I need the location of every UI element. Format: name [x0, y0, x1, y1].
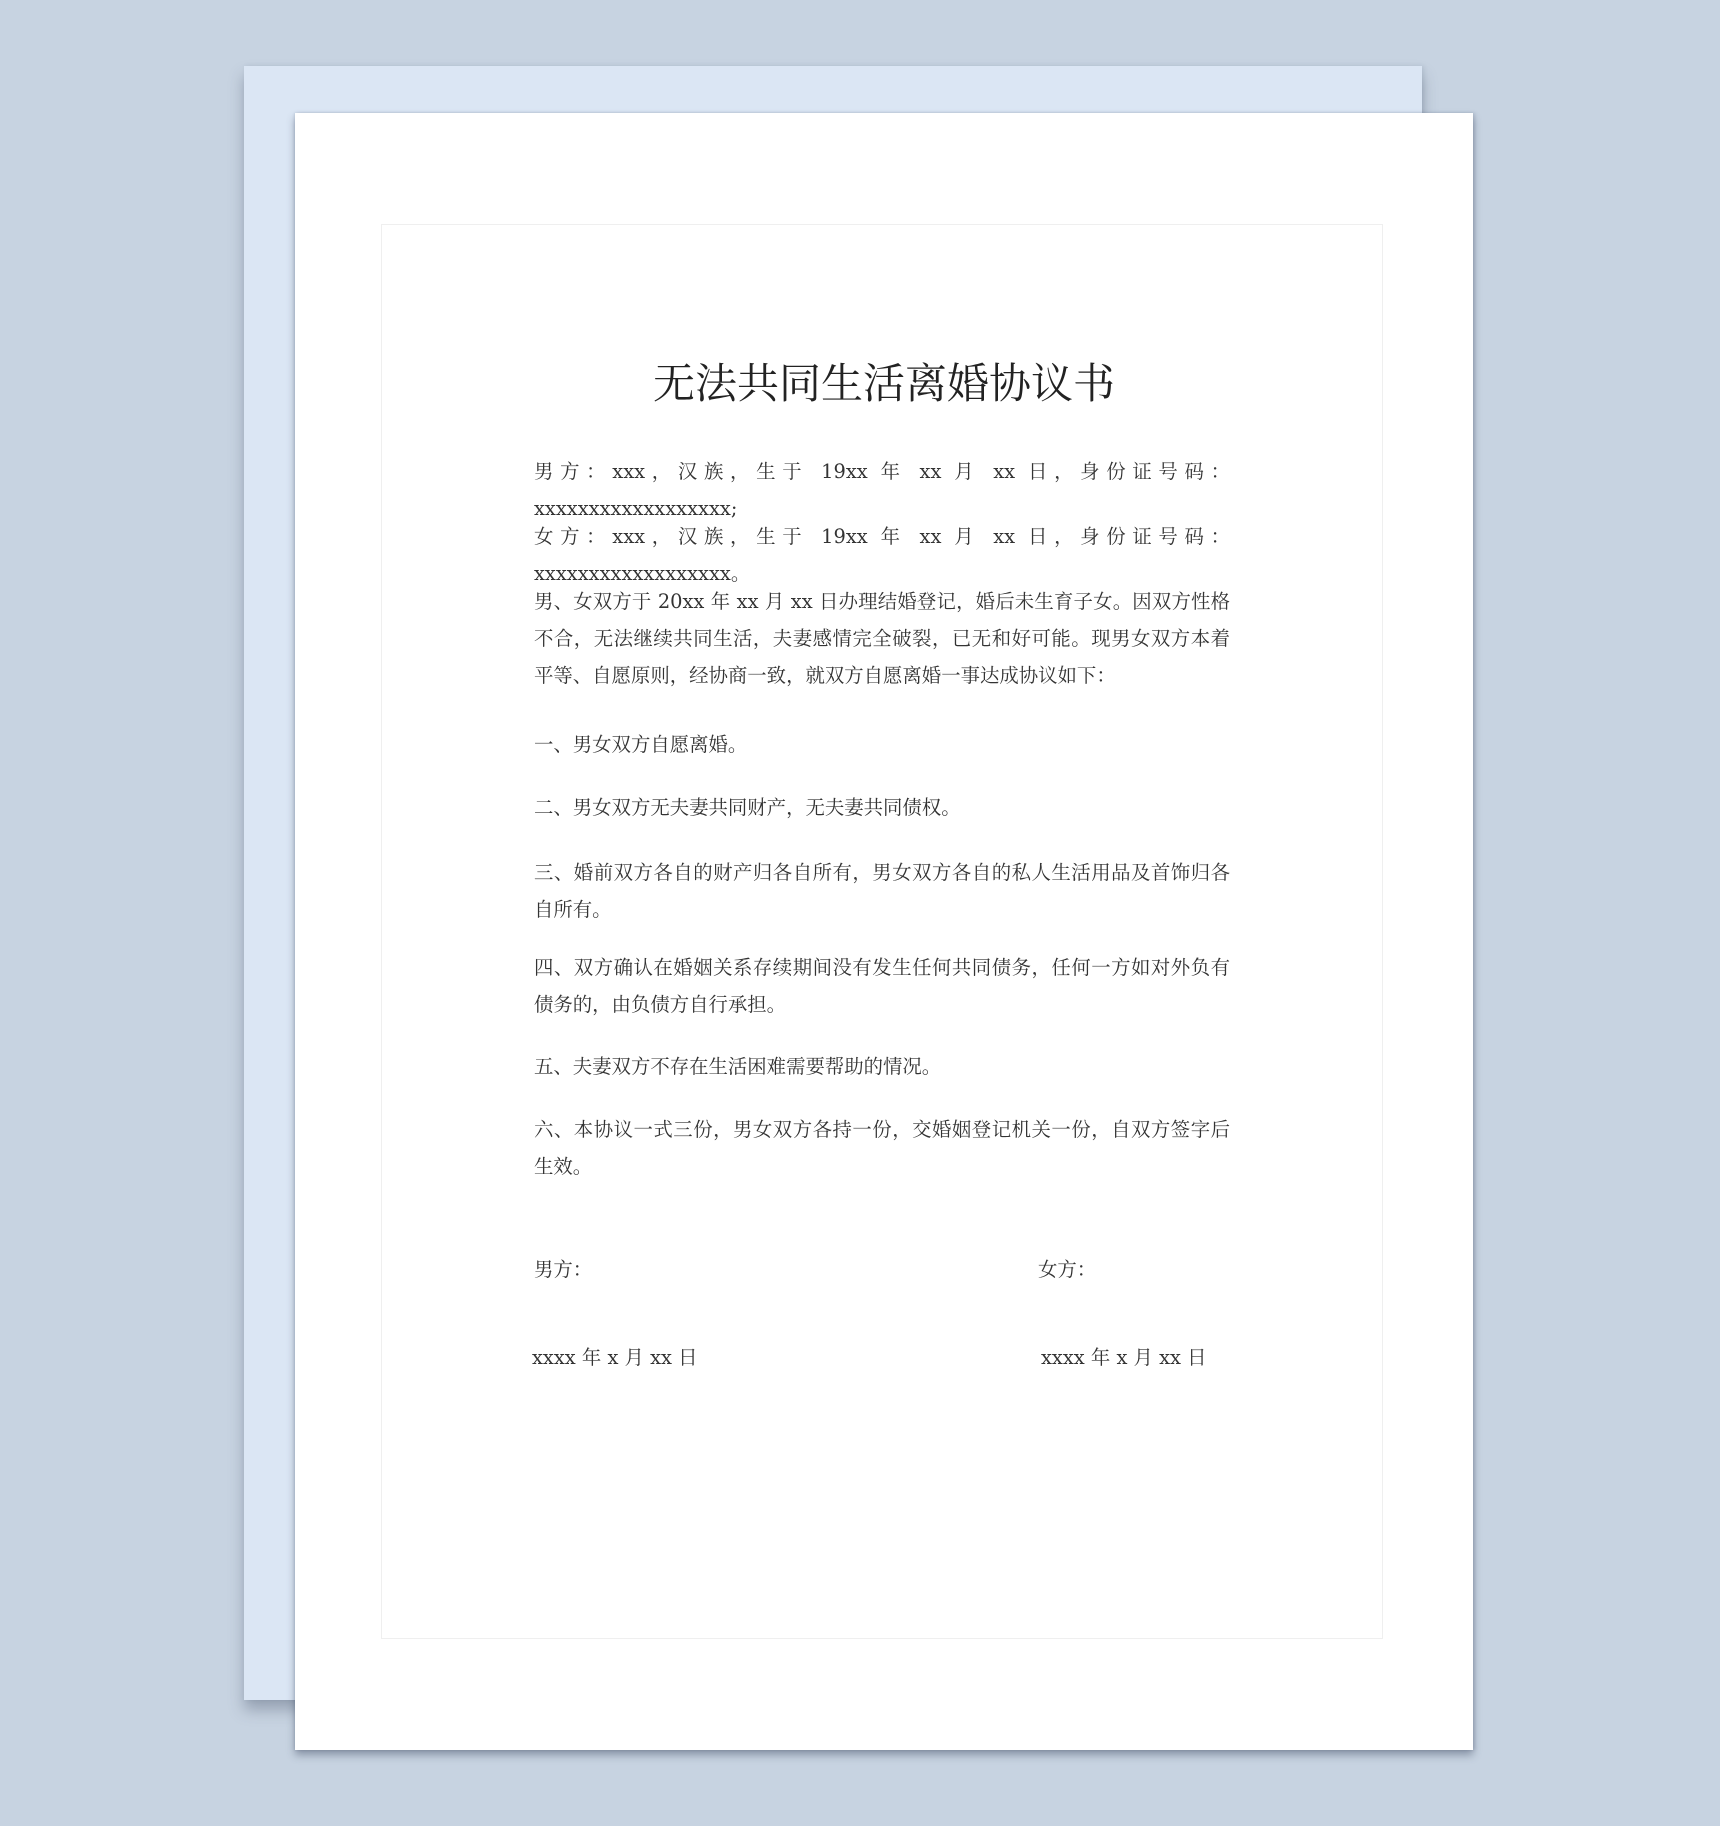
clause-5: 五、夫妻双方不存在生活困难需要帮助的情况。: [534, 1055, 942, 1078]
clause-6: 六、本协议一式三份，男女双方各持一份，交婚姻登记机关一份，自双方签字后生效。: [534, 1118, 1230, 1178]
male-signature-label: 男方：: [534, 1258, 593, 1281]
clause-2: 二、男女双方无夫妻共同财产，无夫妻共同债权。: [534, 796, 961, 819]
male-signature-date: xxxx 年 x 月 xx 日: [532, 1346, 698, 1369]
female-signature-date: xxxx 年 x 月 xx 日: [1041, 1346, 1207, 1369]
clause-3: 三、婚前双方各自的财产归各自所有，男女双方各自的私人生活用品及首饰归各自所有。: [534, 861, 1230, 921]
male-party-info: 男方：xxx，汉族，生于 19xx 年 xx 月 xx 日，身份证号码：xxxxxxxxxxxxxxxxxx;: [534, 460, 1230, 520]
clause-1: 一、男女双方自愿离婚。: [534, 733, 748, 756]
preamble-paragraph: 男、女双方于 20xx 年 xx 月 xx 日办理结婚登记，婚后未生育子女。因双方性格不合，无法继续共同生活，夫妻感情完全破裂，已无和好可能。现男女双方本着平等、自愿原则，经协商一致，就双方自愿离婚一事达成协议如下：: [534, 590, 1230, 687]
clause-4: 四、双方确认在婚姻关系存续期间没有发生任何共同债务，任何一方如对外负有债务的，由负债方自行承担。: [534, 956, 1230, 1016]
document-title: 无法共同生活离婚协议书: [652, 359, 1115, 408]
female-signature-label: 女方：: [1038, 1258, 1097, 1281]
page-content-frame: [381, 224, 1383, 1639]
female-party-info: 女方：xxx，汉族，生于 19xx 年 xx 月 xx 日，身份证号码：xxxxxxxxxxxxxxxxxx。: [534, 525, 1230, 585]
